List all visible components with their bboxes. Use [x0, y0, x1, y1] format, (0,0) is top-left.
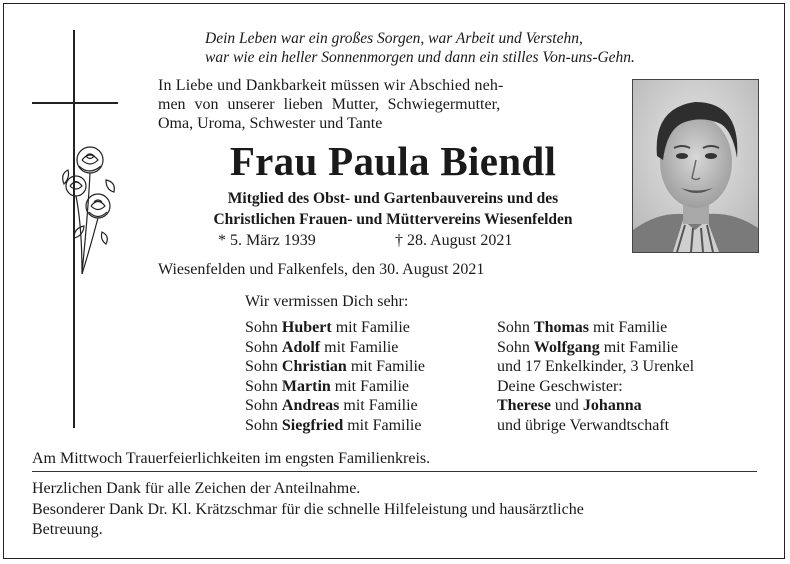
membership-line-2: Christlichen Frauen- und Müttervereins Wiesenfelden	[213, 211, 573, 228]
thanks-line-2: Besonderer Dank Dr. Kl. Krätzschmar für die schnelle Hilfeleistung und hausärztliche	[32, 500, 584, 518]
intro-line-1: In Liebe und Dankbarkeit müssen wir Abschied neh-	[158, 77, 504, 94]
membership	[158, 188, 628, 230]
list-item: Sohn Adolf mit Familie	[245, 338, 399, 356]
intro-line-3: Oma, Uroma, Schwester und Tante	[158, 115, 383, 132]
survivors-left-column	[245, 318, 425, 436]
poem	[205, 29, 635, 67]
divider	[32, 471, 757, 472]
list-item: und übrige Verwandtschaft	[497, 416, 670, 434]
place-and-date: Wiesenfelden und Falkenfels, den 30. August 2021	[158, 261, 485, 278]
thanks-line-3: Betreuung.	[32, 521, 103, 538]
portrait-photo	[632, 79, 759, 253]
death-date: † 28. August 2021	[395, 232, 513, 249]
list-item: Sohn Thomas mit Familie	[497, 319, 668, 336]
list-item: Sohn Siegfried mit Familie	[245, 416, 422, 434]
ceremony-note: Am Mittwoch Trauerfeierlichkeiten im engsten Familienkreis.	[32, 450, 431, 467]
thanks-text	[32, 479, 772, 541]
deceased-name: Frau Paula Biendl	[229, 138, 557, 184]
poem-line-1: Dein Leben war ein großes Sorgen, war Arbeit und Verstehn,	[205, 30, 583, 47]
list-item: und 17 Enkelkinder, 3 Urenkel	[497, 358, 695, 376]
birth-date: * 5. März 1939	[218, 232, 316, 249]
list-item: Sohn Christian mit Familie	[245, 358, 426, 376]
intro-text	[158, 76, 503, 133]
membership-line-1: Mitglied des Obst- und Gartenbauvereins und des	[227, 190, 559, 207]
list-item: Sohn Wolfgang mit Familie	[497, 338, 678, 356]
list-item: Sohn Andreas mit Familie	[245, 397, 418, 415]
survivors-heading: Wir vermissen Dich sehr:	[245, 293, 409, 310]
list-item: Deine Geschwister:	[497, 377, 623, 395]
list-item: Therese und Johanna	[497, 397, 642, 415]
list-item: Sohn Martin mit Familie	[245, 377, 409, 395]
survivors-right-column	[497, 318, 694, 436]
list-item: Sohn Hubert mit Familie	[245, 319, 410, 336]
thanks-line-1: Herzlichen Dank für alle Zeichen der Anteilnahme.	[32, 480, 361, 497]
intro-line-2: men von unserer lieben Mutter, Schwiegermutter,	[158, 96, 501, 113]
poem-line-2: war wie ein heller Sonnenmorgen und dann ein stilles Von-uns-Gehn.	[205, 49, 635, 66]
roses-icon	[58, 140, 118, 280]
